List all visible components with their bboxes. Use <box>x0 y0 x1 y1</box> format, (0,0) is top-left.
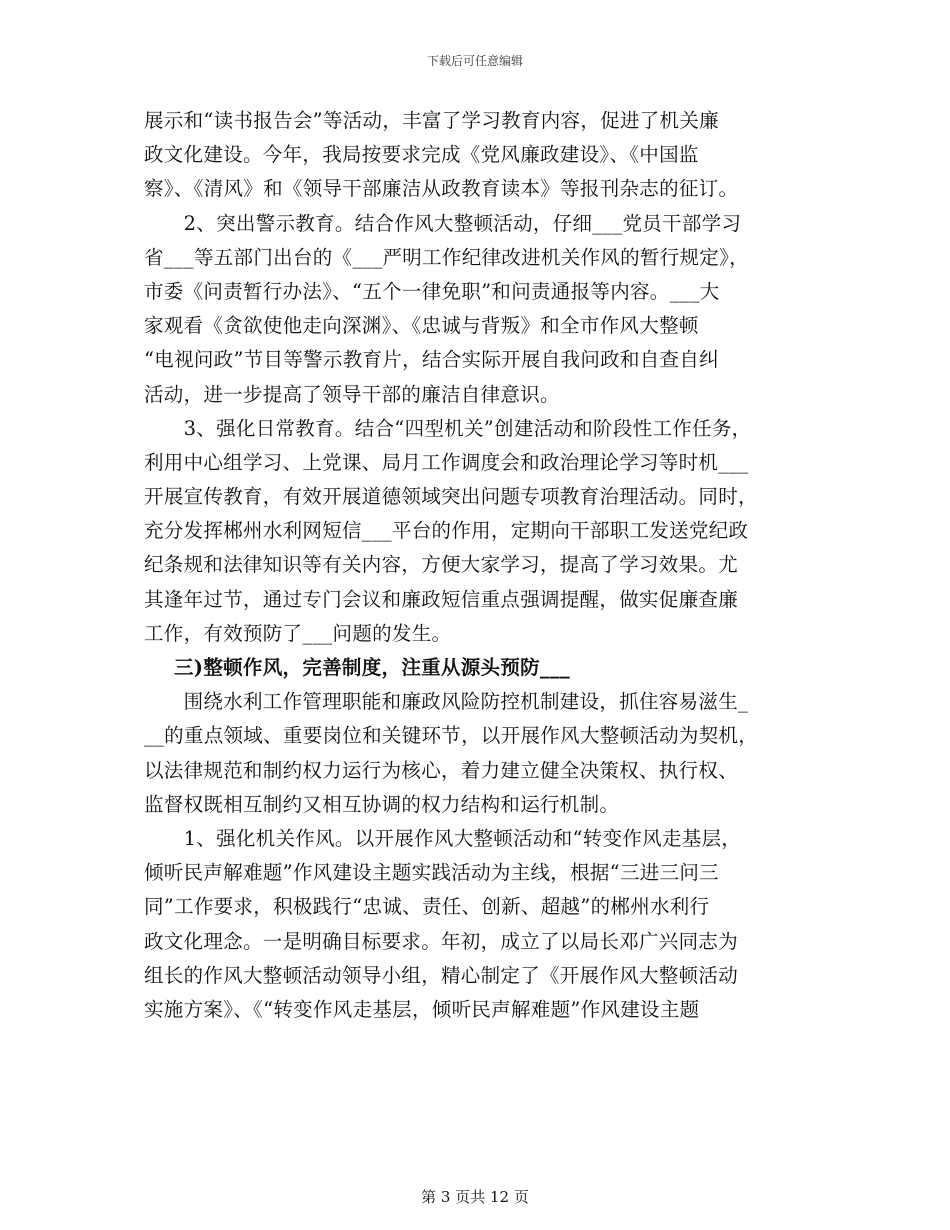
text-line: 察》、《清风》和《领导干部廉洁从政教育读本》等报刊杂志的征订。 <box>144 177 739 201</box>
page-number: 第 3 页共 12 页 <box>421 1188 529 1206</box>
document-body <box>144 104 824 1027</box>
text-line: 展示和“读书报告会”等活动，丰富了学习教育内容，促进了机关廉 <box>144 109 719 132</box>
text-line: __的重点领域、重要岗位和关键环节，以开展作风大整顿活动为契机， <box>144 724 759 748</box>
text-line: 3、强化日常教育。结合“四型机关”创建活动和阶段性工作任务， <box>144 416 752 440</box>
text-line: 开展宣传教育，有效开展道德领域突出问题专项教育治理活动。同时， <box>144 485 758 509</box>
text-line: 家观看《贪欲使他走向深渊》、《忠诚与背叛》和全市作风大整顿 <box>144 314 699 338</box>
text-line: 工作，有效预防了___问题的发生。 <box>144 621 452 645</box>
page-header: 下载后可任意编辑 <box>426 54 523 68</box>
text-line: 纪条规和法律知识等有关内容，方便大家学习，提高了学习效果。尤 <box>144 553 739 577</box>
text-line: 倾听民声解难题”作风建设主题实践活动为主线，根据“三进三问三 <box>144 861 719 885</box>
text-line: 政文化建设。今年，我局按要求完成《党风廉政建设》、《中国监 <box>144 143 699 167</box>
text-line: 利用中心组学习、上党课、局月工作调度会和政治理论学习等时机___ <box>144 450 749 474</box>
text-line: 充分发挥郴州水利网短信___平台的作用，定期向干部职工发送党纪政 <box>144 519 749 543</box>
text-line: 组长的作风大整顿活动领导小组，精心制定了《开展作风大整顿活动 <box>144 963 739 987</box>
text-line: 活动，进一步提高了领导干部的廉洁自律意识。 <box>144 382 560 406</box>
text-line: 省___等五部门出台的《___严明工作纪律改进机关作风的暂行规定》， <box>144 245 749 269</box>
section-heading: 三)整顿作风，完善制度，注重从源头预防___ <box>174 656 571 679</box>
text-line: “电视问政”节目等警示教育片，结合实际开展自我问政和自查自纠 <box>144 348 719 372</box>
text-line: 围绕水利工作管理职能和廉政风险防控机制建设，抓住容易滋生_ <box>144 690 749 714</box>
text-line: 以法律规范和制约权力运行为核心，着力建立健全决策权、执行权、 <box>144 758 739 782</box>
text-line: 1、强化机关作风。以开展作风大整顿活动和“转变作风走基层， <box>144 826 742 850</box>
text-line: 同”工作要求，积极践行“忠诚、责任、创新、超越”的郴州水利行 <box>144 895 710 919</box>
text-line: 其逢年过节，通过专门会议和廉政短信重点强调提醒，做实促廉查廉 <box>144 587 739 611</box>
text-line: 市委《问责暂行办法》、“五个一律免职”和问责通报等内容。___大 <box>144 279 720 303</box>
text-line: 政文化理念。一是明确目标要求。年初，成立了以局长邓广兴同志为 <box>144 929 739 953</box>
text-line: 2、突出警示教育。结合作风大整顿活动，仔细___党员干部学习 <box>144 211 742 235</box>
text-line: 监督权既相互制约又相互协调的权力结构和运行机制。 <box>144 792 620 816</box>
text-line: 实施方案》、《“转变作风走基层，倾听民声解难题”作风建设主题 <box>144 997 700 1021</box>
